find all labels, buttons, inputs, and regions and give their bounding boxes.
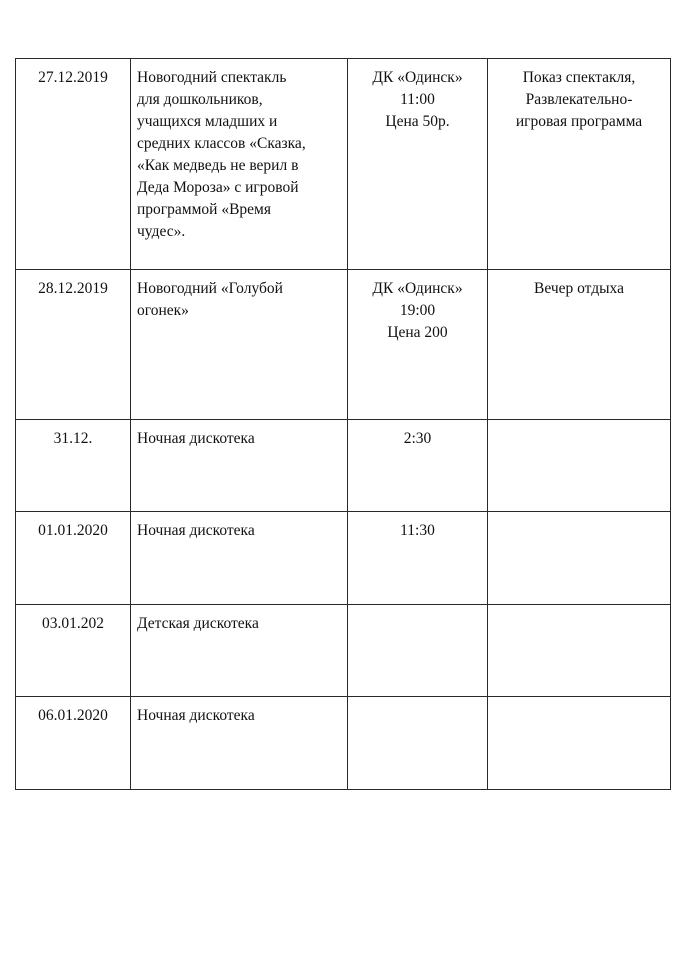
table-row: [16, 512, 671, 605]
place-line: 2:30: [403, 430, 432, 447]
place-cell: [348, 270, 488, 420]
event-line: Ночная дискотека: [137, 707, 255, 724]
date-text: 27.12.2019: [38, 69, 108, 86]
place-line: Цена 200: [387, 324, 448, 341]
table-row: [16, 420, 671, 512]
event-cell: [131, 420, 348, 512]
event-schedule-table: [15, 58, 671, 790]
event-line: средних классов «Сказка,: [137, 135, 306, 152]
event-line: Детская дискотека: [137, 615, 259, 632]
date-text: 03.01.202: [42, 615, 104, 632]
place-cell: [348, 697, 488, 790]
event-line: Ночная дискотека: [137, 430, 255, 447]
table-row: [16, 59, 671, 270]
place-cell: [348, 512, 488, 605]
place-cell: [348, 605, 488, 697]
event-cell: [131, 270, 348, 420]
place-line: Цена 50р.: [385, 113, 450, 130]
event-line: чудес».: [137, 223, 186, 240]
place-line: ДК «Одинск»: [372, 69, 463, 86]
event-cell: [131, 605, 348, 697]
place-line: 11:00: [400, 91, 435, 108]
event-line: Деда Мороза» с игровой: [137, 179, 299, 196]
event-line: Новогодний спектакль: [137, 69, 287, 86]
event-line: «Как медведь не верил в: [137, 157, 299, 174]
place-line: 19:00: [399, 302, 436, 319]
form-cell: [488, 420, 671, 512]
date-text: 31.12.: [53, 430, 93, 447]
event-line: Новогодний «Голубой: [137, 280, 283, 297]
date-cell: [16, 420, 131, 512]
date-text: 28.12.2019: [38, 280, 108, 297]
date-cell: [16, 270, 131, 420]
date-cell: [16, 512, 131, 605]
form-line: Развлекательно-: [525, 91, 633, 108]
event-line: огонек»: [137, 302, 189, 319]
form-cell: [488, 512, 671, 605]
date-text: 01.01.2020: [38, 522, 108, 539]
event-line: Ночная дискотека: [137, 522, 255, 539]
event-line: учащихся младших и: [137, 113, 278, 130]
form-cell: [488, 270, 671, 420]
place-cell: [348, 59, 488, 270]
date-cell: [16, 697, 131, 790]
form-line: Вечер отдыха: [534, 280, 624, 297]
place-line: 11:30: [400, 522, 435, 539]
event-cell: [131, 59, 348, 270]
date-cell: [16, 605, 131, 697]
date-cell: [16, 59, 131, 270]
form-cell: [488, 605, 671, 697]
form-cell: [488, 697, 671, 790]
date-text: 06.01.2020: [38, 707, 108, 724]
event-line: программой «Время: [137, 201, 271, 218]
place-cell: [348, 420, 488, 512]
place-line: ДК «Одинск»: [372, 280, 463, 297]
form-line: Показ спектакля,: [522, 69, 636, 86]
form-cell: [488, 59, 671, 270]
event-cell: [131, 697, 348, 790]
form-line: игровая программа: [515, 113, 643, 130]
table-row: [16, 697, 671, 790]
event-line: для дошкольников,: [137, 91, 263, 108]
event-cell: [131, 512, 348, 605]
table-row: [16, 270, 671, 420]
table-row: [16, 605, 671, 697]
